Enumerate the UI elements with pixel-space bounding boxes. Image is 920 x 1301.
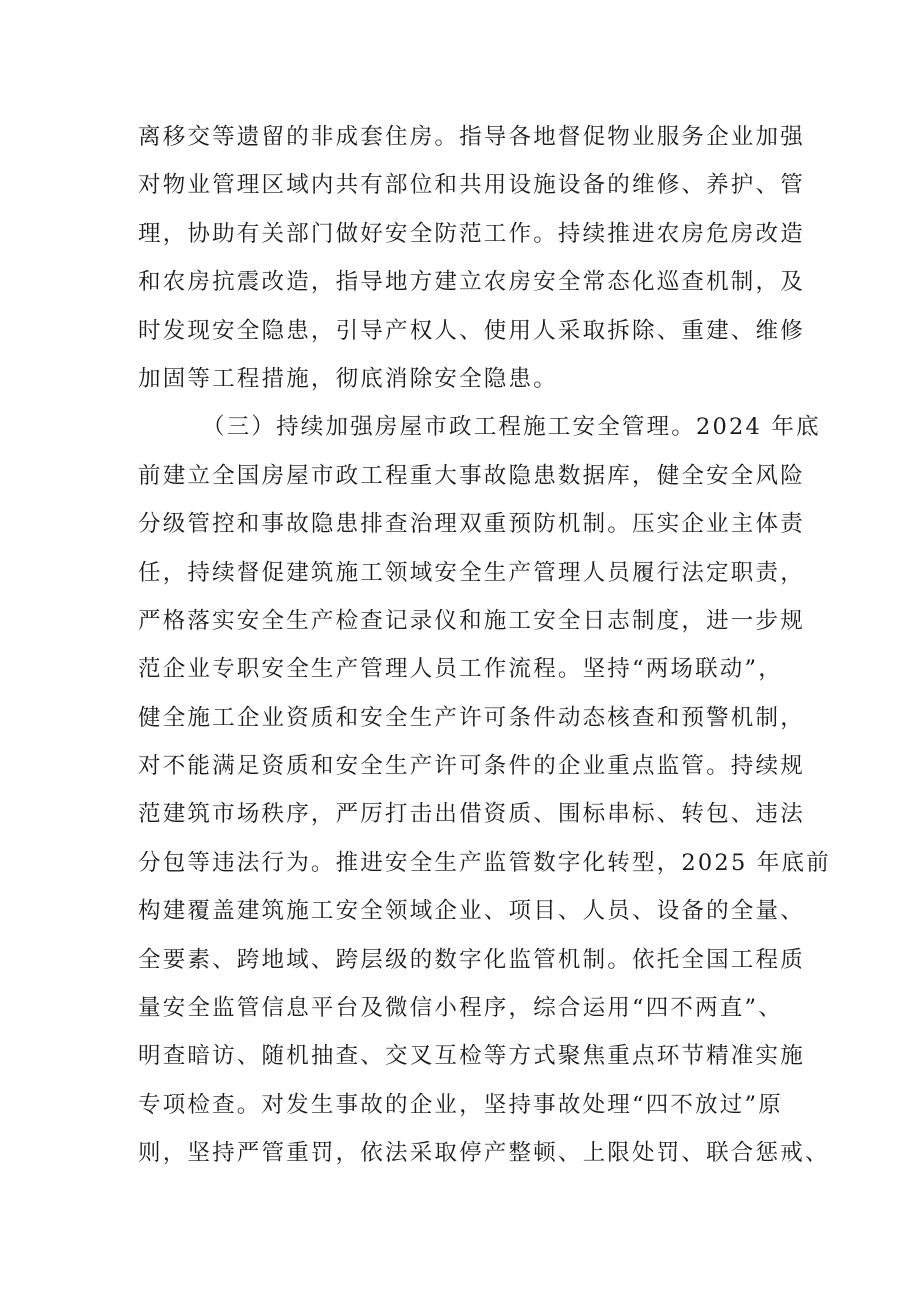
text-line: 明查暗访、随机抽查、交叉互检等方式聚焦重点环节精准实施 (138, 1043, 805, 1070)
text-line: 健全施工企业资质和安全生产许可条件动态核查和预警机制， (138, 704, 805, 731)
text-line: 加固等工程措施，彻底消除安全隐患。 (138, 365, 558, 392)
text-line: 离移交等遗留的非成套住房。指导各地督促物业服务企业加强 (138, 124, 805, 150)
text-line: 前建立全国房屋市政工程重大事故隐患数据库，健全安全风险 (138, 462, 805, 489)
body-text (138, 113, 831, 1178)
text-line: 范建筑市场秩序，严厉打击出借资质、围标串标、转包、违法 (138, 801, 805, 828)
text-line: 时发现安全隐患，引导产权人、使用人采取拆除、重建、维修 (138, 317, 805, 344)
text-line: 对物业管理区域内共有部位和共用设施设备的维修、养护、管 (138, 172, 805, 199)
text-line: 专项检查。对发生事故的企业，坚持事故处理“四不放过”原 (138, 1091, 783, 1118)
text-line: 任，持续督促建筑施工领域安全生产管理人员履行法定职责， (138, 559, 805, 586)
text-line: 和农房抗震改造，指导地方建立农房安全常态化巡查机制，及 (138, 269, 805, 296)
text-line: 构建覆盖建筑施工安全领域企业、项目、人员、设备的全量、 (138, 898, 805, 925)
text-line: 分包等违法行为。推进安全生产监管数字化转型，2025 年底前 (138, 849, 831, 876)
text-line: 理，协助有关部门做好安全防范工作。持续推进农房危房改造 (138, 220, 805, 247)
text-line: 则，坚持严管重罚，依法采取停产整顿、上限处罚、联合惩戒、 (138, 1140, 830, 1167)
text-line: 全要素、跨地域、跨层级的数字化监管机制。依托全国工程质 (138, 946, 805, 973)
text-line: 分级管控和事故隐患排查治理双重预防机制。压实企业主体责 (138, 511, 805, 538)
text-line: 量安全监管信息平台及微信小程序，综合运用“四不两直”、 (138, 995, 783, 1022)
text-line: 范企业专职安全生产管理人员工作流程。坚持“两场联动”， (138, 656, 783, 683)
text-line: 严格落实安全生产检查记录仪和施工安全日志制度，进一步规 (138, 607, 805, 634)
section-heading-line: （三）持续加强房屋市政工程施工安全管理。2024 年底 (202, 414, 821, 441)
text-line: 对不能满足资质和安全生产许可条件的企业重点监管。持续规 (138, 753, 805, 780)
